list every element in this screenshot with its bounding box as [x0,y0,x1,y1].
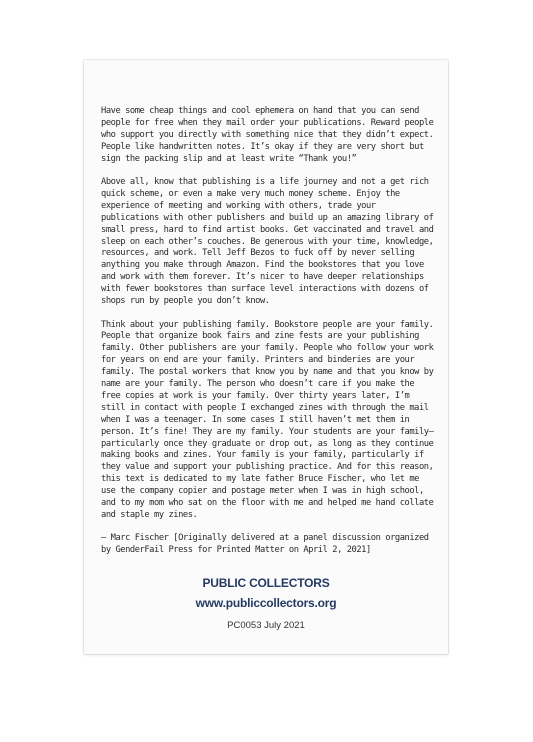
body-text [101,106,435,557]
paragraph-ephemera: Have some cheap things and cool ephemera on hand that you can send people for free when they mail order your publications. Reward people who support you directly with something nice that they didn’t expect. People like handwritten notes. It’s okay if they are very short but sign the packing slip and at least write “Thank you!” [101,106,434,164]
publisher-url: www.publiccollectors.org [195,596,337,610]
publication-code: PC0053 July 2021 [227,620,305,631]
paragraph-life-journey: Above all, know that publishing is a life journey and not a get rich quick scheme, or even a make very much money scheme. Enjoy the experience of meeting and working with others, trade your publications with other publishers and build up an amazing library of small press, hard to find artist books. Get vaccinated and travel and sleep on each other’s couches. Be generous with your time, knowledge, resources, and work. Tell Jeff Bezos to fuck off by never selling anything you make through Amazon. Find the bookstores that you love and work with them forever. It’s nicer to have deeper relationships with fewer bookstores than surface level interactions with dozens of shops run by people you don’t know. [101,177,434,307]
attribution: — Marc Fischer [Originally delivered at a panel discussion organized by GenderFail Press for Printed Matter on April 2, 2021] [101,533,429,556]
publisher-name: PUBLIC COLLECTORS [202,576,330,590]
booklet-page [84,60,448,654]
paragraph-publishing-family: Think about your publishing family. Bookstore people are your family. People that organize book fairs and zine fests are your publishing family. Other publishers are your family. People who follow your work for years on end are your family. Printers and binderies are your family. The postal workers that know you by name and that you know by name are your family. The person who doesn’t care if you make the free copies at work is your family. Over thirty years later, I’m still in contact with people I exchanged zines with through the mail when I was a teenager. In some cases I still haven’t met them in person. It’s fine! They are my family. Your students are your family—particularly once they graduate or drop out, as long as they continue making books and zines. Your family is your family, particularly if they value and support your publishing practice. And for this reason, this text is dedicated to my late father Bruce Fischer, who let me use the company copier and postage meter when I was in high school, and to my mom who sat on the floor with me and helped me hand collate and staple my zines. [101,319,434,520]
